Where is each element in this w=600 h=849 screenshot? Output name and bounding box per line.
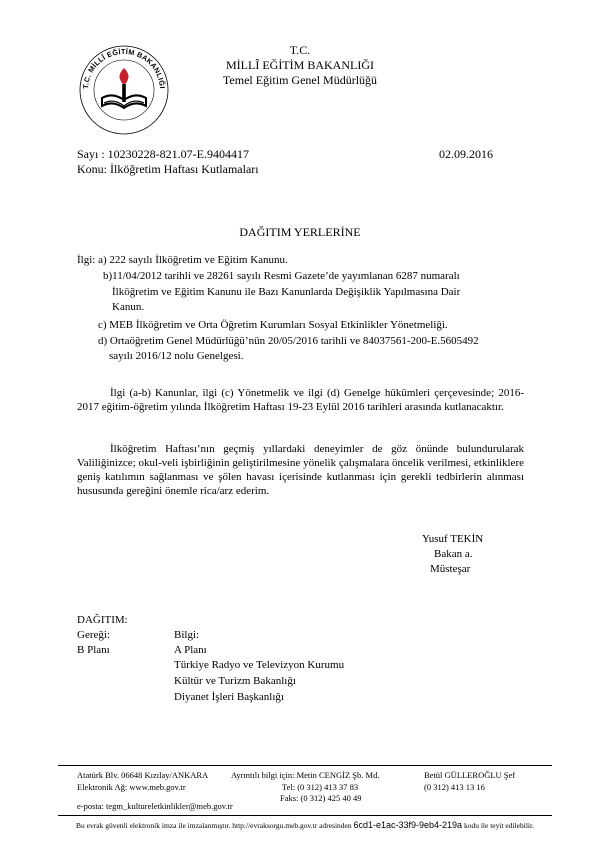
- signatory-name: Yusuf TEKİN: [422, 533, 484, 545]
- body-paragraph-1: İlgi (a-b) Kanunlar, ilgi (c) Yönetmelik ve ilgi (d) Genelge hükümleri çerçevesinde; 2016-2017 eğitim-öğretim yılında İlköğretim Haftası 19-23 Eylül 2016 tarihleri arasında kutlanacaktır.: [77, 387, 524, 413]
- footer-phone: Tel: (0 312) 413 37 83: [282, 782, 359, 792]
- document-date: 02.09.2016: [439, 147, 493, 161]
- reference-a: İlgi: a) 222 sayılı İlköğretim ve Eğitim Kanunu.: [77, 254, 288, 266]
- document-subject: Konu: İlköğretim Haftası Kutlamaları: [77, 162, 259, 176]
- distribution-bilgi-label: Bilgi:: [174, 629, 200, 641]
- header-tc: T.C.: [289, 43, 311, 57]
- verification-divider: [58, 815, 552, 816]
- signatory-title: Bakan a.: [434, 548, 473, 560]
- verification-code[interactable]: 6cd1-e1ac-33f9-9eb4-219a: [353, 820, 463, 830]
- header-ministry: MİLLÎ EĞİTİM BAKANLIĞI: [226, 58, 374, 72]
- recipient-heading: DAĞITIM YERLERİNE: [239, 225, 361, 239]
- document-number: Sayı : 10230228-821.07-E.9404417: [77, 147, 249, 161]
- body-paragraph-2: İlköğretim Haftası’nın geçmiş yıllardaki deneyimler de göz önünde bulundurularak Valiliğinizce; okul-veli işbirliğinin geliştirilmesine yönelik çalışmalara öncelik verilmesi, etkinliklere geniş katılımın sağlanması ve şölen havası içerisinde kutlanması için gerekli tedbirlerin alınması hususunda gereğini önemle rica/arz ederim.: [77, 443, 524, 497]
- footer-chief-name: Betül GÜLLEROĞLU Şef: [424, 770, 516, 780]
- distribution-bilgi-item: Kültür ve Turizm Bakanlığı: [174, 675, 296, 687]
- reference-d-line2: sayılı 2016/12 nolu Genelgesi.: [109, 350, 244, 362]
- verification-suffix: kodu ile teyit edilebilir.: [463, 821, 534, 830]
- distribution-heading: DAĞITIM:: [77, 614, 128, 626]
- distribution-gereg-item: B Planı: [77, 644, 110, 656]
- reference-b-line2: İlköğretim ve Eğitim Kanunu ile Bazı Kanunlarda Değişiklik Yapılmasına Dair: [112, 286, 461, 298]
- distribution-bilgi-item: Türkiye Radyo ve Televizyon Kurumu: [174, 659, 345, 671]
- reference-b-line3: Kanun.: [112, 301, 145, 313]
- distribution-bilgi-item: A Planı: [174, 644, 207, 656]
- footer-chief-phone: (0 312) 413 13 16: [424, 782, 485, 792]
- footer-contact-person: Ayrıntılı bilgi için: Metin CENGİZ Şb. Md.: [231, 770, 380, 780]
- distribution-bilgi-item: Diyanet İşleri Başkanlığı: [174, 691, 284, 703]
- footer-website[interactable]: Elektronik Ağ: www.meb.gov.tr: [77, 782, 186, 792]
- footer-email[interactable]: e-posta: tegm_kultureletkinlikler@meb.gov.tr: [77, 801, 233, 811]
- reference-d-line1: d) Ortaöğretim Genel Müdürlüğü’nün 20/05/2016 tarihli ve 84037561-200-E.5605492: [98, 335, 479, 347]
- verification-prefix: Bu evrak güvenli elektronik imza ile imzalanmıştır. http://evraksorgu.meb.gov.tr adresinden: [76, 821, 352, 830]
- ministry-logo: [76, 40, 172, 136]
- footer-divider: [58, 765, 552, 766]
- reference-c: c) MEB İlköğretim ve Orta Öğretim Kurumları Sosyal Etkinlikler Yönetmeliği.: [98, 319, 448, 331]
- footer-address: Atatürk Blv. 06648 Kızılay/ANKARA: [77, 770, 209, 780]
- logo-ring-text: T.C. MİLLÎ EĞİTİM BAKANLIĞI: [80, 46, 167, 90]
- e-signature-verification: [58, 820, 552, 831]
- header-directorate: Temel Eğitim Genel Müdürlüğü: [222, 73, 378, 87]
- signatory-role: Müsteşar: [430, 563, 471, 575]
- reference-b-line1: b)11/04/2012 tarihli ve 28261 sayılı Resmi Gazete’de yayımlanan 6287 numaralı: [103, 270, 460, 282]
- distribution-gereg-label: Gereği:: [77, 629, 110, 641]
- footer-fax: Faks: (0 312) 425 40 49: [280, 793, 362, 803]
